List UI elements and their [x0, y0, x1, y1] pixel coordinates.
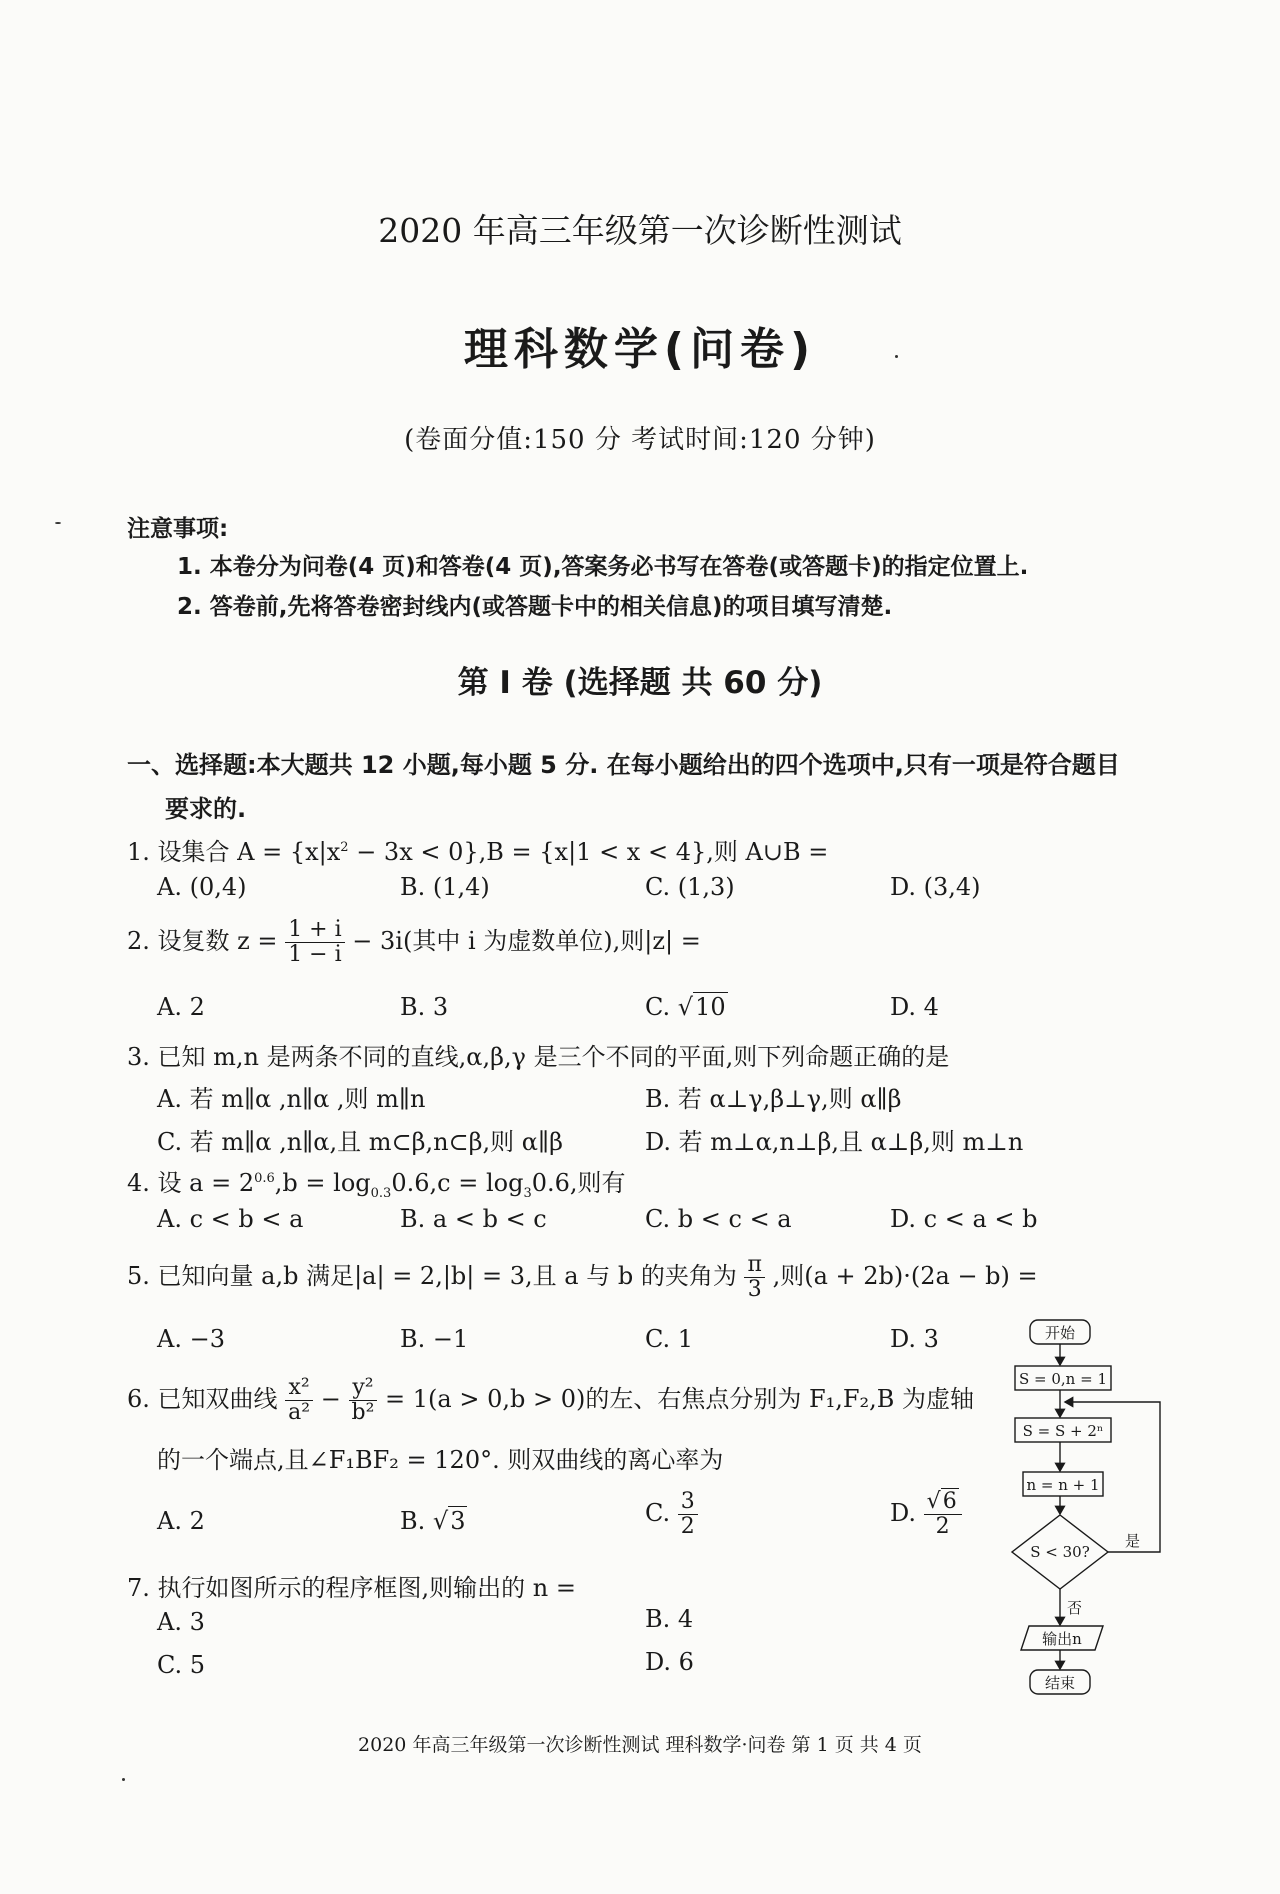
- scan-speck: [55, 522, 61, 524]
- flow-end-label: 结束: [1044, 1674, 1076, 1692]
- page-footer: 2020 年高三年级第一次诊断性测试 理科数学·问卷 第 1 页 共 4 页: [358, 1734, 922, 1756]
- question-4-option-d: D. c < a < b: [890, 1205, 1038, 1233]
- question-3-option-d: D. 若 m⊥α,n⊥β,且 α⊥β,则 m⊥n: [645, 1128, 1024, 1156]
- flow-yes-label: 是: [1125, 1532, 1141, 1550]
- scan-speck: [122, 1778, 125, 1781]
- question-3-option-b: B. 若 α⊥γ,β⊥γ,则 α∥β: [645, 1085, 902, 1113]
- question-1-option-d: D. (3,4): [890, 873, 981, 901]
- question-2-option-c: C. √10: [645, 993, 726, 1021]
- question-3-stem: 3. 已知 m,n 是两条不同的直线,α,β,γ 是三个不同的平面,则下列命题正确的是: [127, 1043, 950, 1071]
- notice-heading: 注意事项:: [127, 516, 229, 542]
- question-3-option-c: C. 若 m∥α ,n∥α,且 m⊂β,n⊂β,则 α∥β: [157, 1128, 563, 1156]
- question-2-option-a: A. 2: [157, 993, 205, 1021]
- flow-no-label: 否: [1067, 1599, 1083, 1617]
- scan-speck: [895, 355, 898, 358]
- question-5-option-d: D. 3: [890, 1325, 939, 1353]
- question-3-option-a: A. 若 m∥α ,n∥α ,则 m∥n: [157, 1085, 426, 1113]
- fraction: $\frac{\text{x²}}{\text{a²}}$: [285, 1376, 313, 1425]
- section-title: 第 I 卷 (选择题 共 60 分): [457, 665, 823, 701]
- question-1-option-c: C. (1,3): [645, 873, 735, 901]
- fraction: $\frac{√6}{2}$: [924, 1490, 962, 1539]
- question-6-option-b: B. √3: [400, 1507, 466, 1535]
- question-1-stem: 1. 设集合 $A = \{x|x^2 - 3x < 0\},B = \{x|1 < x < 4\}$,则 A∪B =: [127, 838, 829, 866]
- question-6-stem: 6. 已知双曲线 $\frac{\text{x²}}{\text{a²}}$ − $\frac{\text{y²}}{\text{b²}}$ = 1(a > 0,b > 0)的左、右焦点分别为 F₁,F₂,B 为虚轴: [127, 1375, 975, 1426]
- question-1-option-a: A. (0,4): [157, 873, 247, 901]
- question-2-option-d: D. 4: [890, 993, 939, 1021]
- question-7-stem: 7. 执行如图所示的程序框图,则输出的 n =: [127, 1574, 576, 1602]
- question-7-option-a: A. 3: [157, 1608, 205, 1636]
- question-2-stem: 2. 设复数 z = $\frac{1 + i}{1 - i}$ − 3i(其中 i 为虚数单位),则|z| =: [127, 917, 701, 968]
- question-4-option-a: A. c < b < a: [157, 1205, 304, 1233]
- question-1-option-b: B. (1,4): [400, 873, 490, 901]
- question-6-option-d: D. $\frac{√6}{2}$: [890, 1490, 962, 1539]
- fraction: $\frac{3}{2}$: [678, 1490, 698, 1539]
- question-7-option-b: B. 4: [645, 1605, 694, 1633]
- question-5-option-a: A. −3: [157, 1325, 225, 1353]
- flow-init-label: S = 0,n = 1: [1018, 1370, 1108, 1388]
- question-7-option-c: C. 5: [157, 1651, 206, 1679]
- fraction: $\frac{\text{y²}}{\text{b²}}$: [349, 1376, 378, 1425]
- question-6-option-c: C. $\frac{3}{2}$: [645, 1490, 698, 1539]
- notice-item: 2. 答卷前,先将答卷密封线内(或答题卡中的相关信息)的项目填写清楚.: [177, 594, 893, 620]
- flow-output-label: 输出n: [1042, 1630, 1082, 1648]
- subject-title: 理科数学(问卷): [463, 324, 817, 375]
- question-6-option-a: A. 2: [157, 1507, 205, 1535]
- question-2-option-b: B. 3: [400, 993, 449, 1021]
- exam-meta: (卷面分值:150 分 考试时间:120 分钟): [404, 425, 876, 455]
- question-4-option-b: B. a < b < c: [400, 1205, 547, 1233]
- flow-start-label: 开始: [1044, 1324, 1076, 1342]
- question-5-option-b: B. −1: [400, 1325, 469, 1353]
- question-5-stem: 5. 已知向量 a,b 满足|a| = 2,|b| = 3,且 a 与 b 的夹角为 $\frac{\pi}{3}$ ,则(a + 2b)·(2a − b) =: [127, 1252, 1038, 1303]
- fraction: $\frac{1 + i}{1 - i}$: [285, 918, 344, 967]
- program-flowchart: [995, 1318, 1185, 1698]
- notice-item: 1. 本卷分为问卷(4 页)和答卷(4 页),答案务必书写在答卷(或答题卡)的指定位置上.: [177, 554, 1029, 580]
- flow-update-n-label: n = n + 1: [1026, 1476, 1100, 1494]
- part-instructions-cont: 要求的.: [165, 795, 247, 823]
- exam-title: 2020 年高三年级第一次诊断性测试: [378, 211, 902, 250]
- flow-update-s-label: S = S + 2ⁿ: [1022, 1422, 1104, 1440]
- part-instructions: 一、选择题:本大题共 12 小题,每小题 5 分. 在每小题给出的四个选项中,只有一项是符合题目: [127, 751, 1120, 779]
- question-7-option-d: D. 6: [645, 1648, 694, 1676]
- question-4-stem: 4. 设 $a = 2^{0.6},b = \log_{0.3}0.6,c = \log_30.6$,则有: [127, 1169, 626, 1201]
- flow-condition-label: S < 30?: [1030, 1543, 1090, 1561]
- question-6-stem-cont: 的一个端点,且∠F₁BF₂ = 120°. 则双曲线的离心率为: [157, 1446, 724, 1474]
- fraction: $\frac{\pi}{3}$: [744, 1253, 764, 1302]
- question-5-option-c: C. 1: [645, 1325, 694, 1353]
- question-4-option-c: C. b < c < a: [645, 1205, 792, 1233]
